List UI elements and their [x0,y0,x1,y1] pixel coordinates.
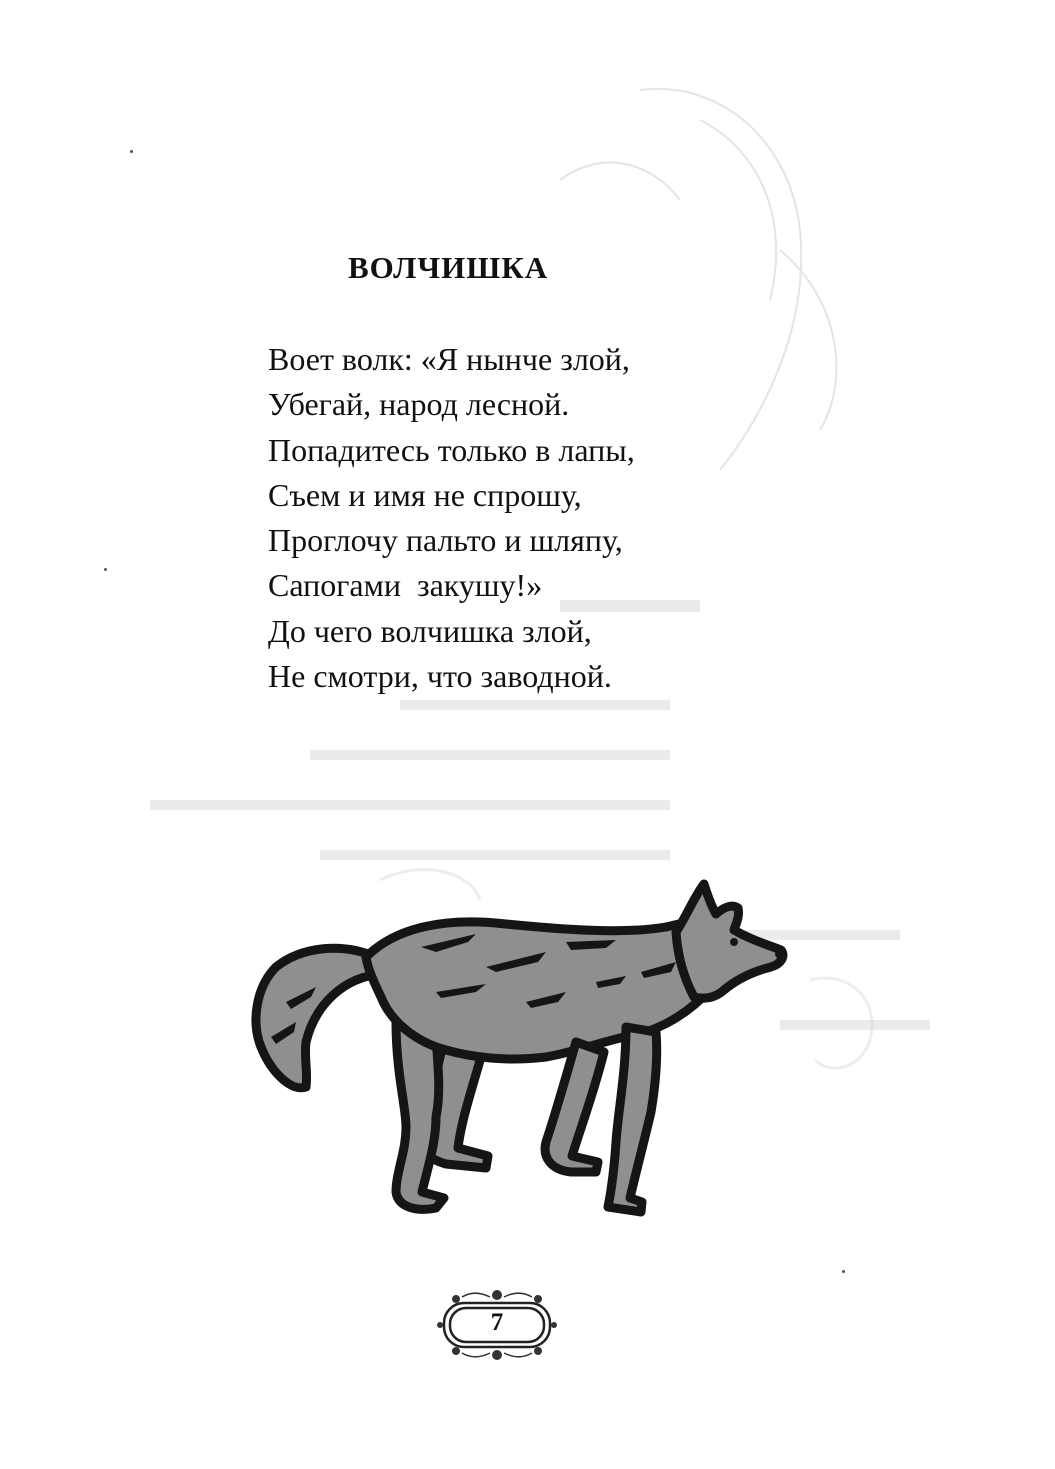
poem-line: До чего волчишка злой, [268,612,592,649]
wolf-tail [256,948,381,1087]
poem-line: Съем и имя не спрошу, [268,476,582,513]
poem-line: Воет волк: «Я нынче злой, [268,341,630,377]
scan-speck [842,1270,845,1273]
poem-line: Не смотри, что заводной. [268,658,612,695]
scan-speck [104,568,107,571]
page-number: 7 [490,1309,504,1336]
wolf-head [676,884,783,998]
wolf-torso [366,912,716,1059]
wolf-illustration [246,872,794,1228]
poem-line: Убегай, народ лесной. [268,386,570,423]
poem-text [268,337,635,699]
poem-line: Сапогами закушу!» [268,567,543,604]
wolf-nose [775,949,785,959]
poem-line: Проглочу пальто и шляпу, [268,522,623,559]
wolf-front-leg-near [608,1027,657,1212]
wolf-front-leg-far [545,1042,604,1172]
wolf-eye [730,938,738,946]
poem-line: Попадитесь только в лапы, [268,431,635,468]
scan-speck [130,150,133,153]
poem-title: ВОЛЧИШКА [348,250,549,285]
